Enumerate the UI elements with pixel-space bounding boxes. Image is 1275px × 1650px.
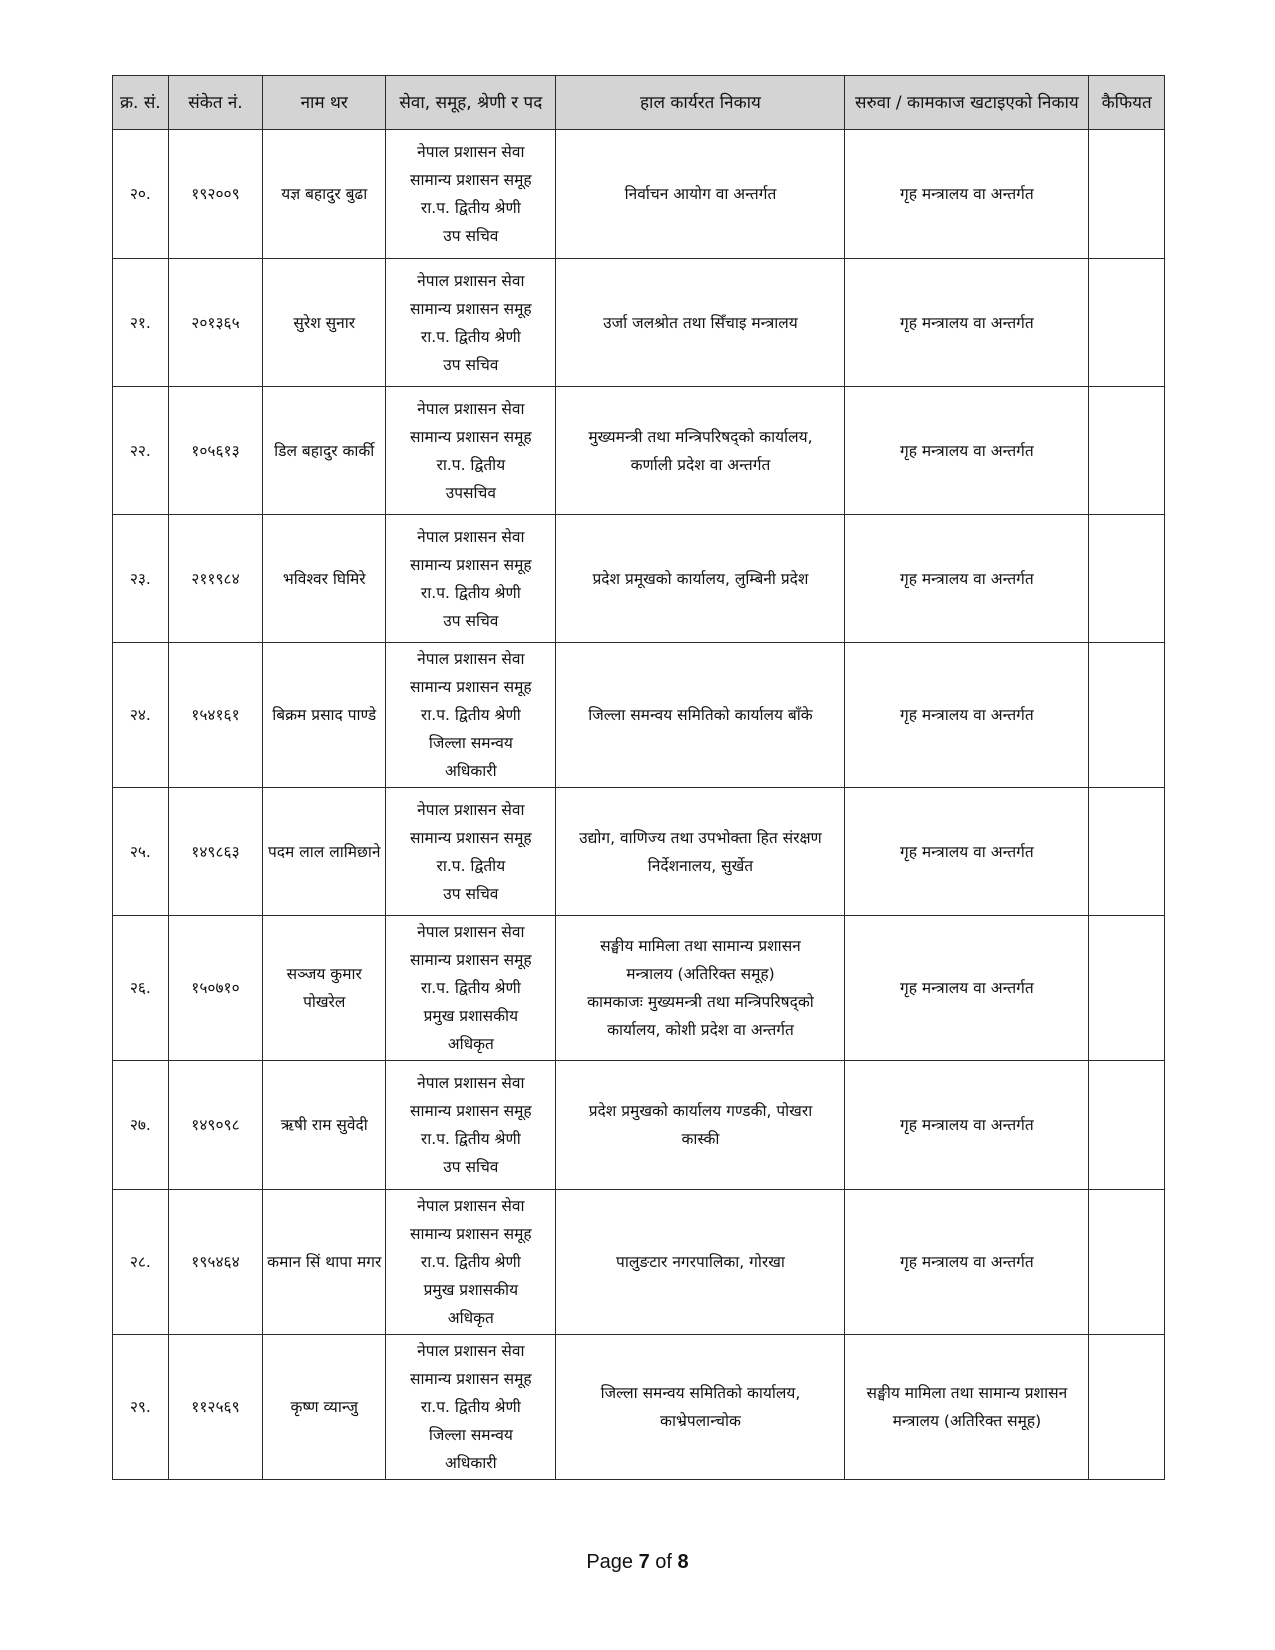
header-remarks: कैफियत	[1089, 76, 1165, 130]
current-office-cell	[556, 1335, 845, 1480]
remarks-cell	[1089, 387, 1165, 515]
name-cell: सुरेश सुनार	[263, 259, 386, 387]
code-number-cell: १५०७१०	[168, 916, 263, 1061]
post-cell-line: सामान्य प्रशासन समूह	[410, 678, 532, 696]
serial-number-cell: २२.	[113, 387, 169, 515]
name-cell: ऋषी राम सुवेदी	[263, 1061, 386, 1190]
post-cell-line: उपसचिव	[445, 483, 496, 502]
name-cell: पदम लाल लामिछाने	[263, 788, 386, 916]
remarks-cell	[1089, 1335, 1165, 1480]
current-office-cell	[556, 916, 845, 1061]
transfer-office-cell-line: गृह मन्त्रालय वा अन्तर्गत	[899, 706, 1034, 724]
current-office-cell-line: सङ्घीय मामिला तथा सामान्य प्रशासन	[600, 937, 801, 955]
transfer-office-cell	[845, 643, 1089, 788]
page-number: 7	[638, 1551, 650, 1573]
serial-number-cell: २३.	[113, 515, 169, 643]
post-cell-line: जिल्ला समन्वय	[428, 1426, 513, 1444]
transfer-office-cell-line: मन्त्रालय (अतिरिक्त समूह)	[892, 1412, 1042, 1430]
transfer-office-cell	[845, 515, 1089, 643]
remarks-cell	[1089, 916, 1165, 1061]
transfer-office-cell-line: गृह मन्त्रालय वा अन्तर्गत	[899, 979, 1034, 997]
current-office-cell-line: कास्की	[681, 1130, 720, 1148]
current-office-cell-line: जिल्ला समन्वय समितिको कार्यालय,	[600, 1384, 801, 1402]
current-office-cell-line: उद्योग, वाणिज्य तथा उपभोक्ता हित संरक्षण	[579, 828, 822, 847]
current-office-cell	[556, 643, 845, 788]
post-cell-line: रा.प. द्वितीय श्रेणी	[420, 1130, 521, 1148]
transfer-office-cell	[845, 788, 1089, 916]
post-cell-line: उप सचिव	[443, 355, 499, 374]
post-cell-line: सामान्य प्रशासन समूह	[410, 1102, 532, 1120]
post-cell-line: अधिकृत	[447, 1035, 494, 1053]
current-office-cell	[556, 259, 845, 387]
current-office-cell	[556, 387, 845, 515]
code-number-cell: १४९०९८	[168, 1061, 263, 1190]
transfer-office-cell-line: गृह मन्त्रालय वा अन्तर्गत	[899, 1116, 1034, 1134]
current-office-cell-line: प्रदेश प्रमुखको कार्यालय गण्डकी, पोखरा	[588, 1102, 813, 1120]
post-cell-line: नेपाल प्रशासन सेवा	[417, 1197, 525, 1215]
serial-number-cell: २९.	[113, 1335, 169, 1480]
current-office-cell-line: कामकाजः मुख्यमन्त्री तथा मन्त्रिपरिषद्को	[587, 993, 814, 1011]
document-page	[112, 75, 1165, 1480]
post-cell-line: रा.प. द्वितीय श्रेणी	[420, 327, 521, 346]
post-cell-line: उप सचिव	[443, 611, 499, 630]
post-cell-line: नेपाल प्रशासन सेवा	[417, 271, 525, 290]
post-cell	[386, 916, 556, 1061]
post-cell	[386, 1335, 556, 1480]
post-cell-line: अधिकृत	[447, 1309, 494, 1327]
serial-number-cell: २७.	[113, 1061, 169, 1190]
post-cell-line: नेपाल प्रशासन सेवा	[417, 650, 525, 668]
header-row	[113, 76, 1165, 130]
name-cell: कमान सिं थापा मगर	[263, 1190, 386, 1335]
post-cell	[386, 515, 556, 643]
post-cell-line: नेपाल प्रशासन सेवा	[417, 1074, 525, 1092]
transfer-office-cell	[845, 259, 1089, 387]
post-cell-line: उप सचिव	[443, 884, 499, 903]
post-cell-line: नेपाल प्रशासन सेवा	[417, 800, 525, 819]
remarks-cell	[1089, 130, 1165, 259]
post-cell-line: रा.प. द्वितीय श्रेणी	[420, 199, 521, 217]
table-row	[113, 130, 1165, 259]
post-cell	[386, 259, 556, 387]
post-cell-line: रा.प. द्वितीय श्रेणी	[420, 1253, 521, 1271]
name-cell: बिक्रम प्रसाद पाण्डे	[263, 643, 386, 788]
serial-number-cell: २६.	[113, 916, 169, 1061]
post-cell-line: नेपाल प्रशासन सेवा	[417, 527, 525, 546]
current-office-cell-line: प्रदेश प्रमूखको कार्यालय, लुम्बिनी प्रदेश	[592, 569, 809, 588]
current-office-cell-line: उर्जा जलश्रोत तथा सिँचाइ मन्त्रालय	[603, 313, 798, 332]
post-cell-line: नेपाल प्रशासन सेवा	[417, 399, 525, 418]
current-office-cell-line: कार्यालय, कोशी प्रदेश वा अन्तर्गत	[607, 1021, 794, 1039]
transfer-office-cell	[845, 1061, 1089, 1190]
code-number-cell: १४९८६३	[168, 788, 263, 916]
post-cell	[386, 643, 556, 788]
current-office-cell-line: निर्देशनालय, सुर्खेत	[647, 856, 754, 875]
transfer-office-cell	[845, 1335, 1089, 1480]
page-total: 8	[677, 1551, 689, 1573]
post-cell-line: रा.प. द्वितीय श्रेणी	[420, 1398, 521, 1416]
serial-number-cell: २४.	[113, 643, 169, 788]
current-office-cell	[556, 1190, 845, 1335]
code-number-cell: १९५४६४	[168, 1190, 263, 1335]
post-cell-line: नेपाल प्रशासन सेवा	[417, 143, 525, 161]
post-cell	[386, 1190, 556, 1335]
post-cell-line: सामान्य प्रशासन समूह	[410, 1225, 532, 1243]
header-serial-number: क्र. सं.	[113, 76, 169, 130]
post-cell-line: जिल्ला समन्वय	[428, 734, 513, 752]
serial-number-cell: २८.	[113, 1190, 169, 1335]
post-cell-line: उप सचिव	[443, 227, 499, 245]
post-cell	[386, 788, 556, 916]
post-cell-line: रा.प. द्वितीय	[436, 455, 506, 474]
remarks-cell	[1089, 259, 1165, 387]
name-cell: यज्ञ बहादुर बुढा	[263, 130, 386, 259]
table-row	[113, 259, 1165, 387]
transfer-office-cell	[845, 1190, 1089, 1335]
header-current-office: हाल कार्यरत निकाय	[556, 76, 845, 130]
post-cell-line: रा.प. द्वितीय	[436, 856, 506, 875]
table-row	[113, 1335, 1165, 1480]
table-row	[113, 788, 1165, 916]
transfer-office-cell	[845, 130, 1089, 259]
serial-number-cell: २१.	[113, 259, 169, 387]
post-cell-line: सामान्य प्रशासन समूह	[410, 951, 532, 969]
remarks-cell	[1089, 1061, 1165, 1190]
post-cell-line: प्रमुख प्रशासकीय	[423, 1007, 519, 1025]
page-footer	[0, 1551, 1275, 1574]
code-number-cell: ११२५६९	[168, 1335, 263, 1480]
name-cell: सञ्जय कुमार पोखरेल	[263, 916, 386, 1061]
post-cell	[386, 130, 556, 259]
of-word: of	[655, 1551, 672, 1573]
serial-number-cell: २५.	[113, 788, 169, 916]
remarks-cell	[1089, 643, 1165, 788]
current-office-cell	[556, 515, 845, 643]
post-cell-line: सामान्य प्रशासन समूह	[410, 299, 532, 318]
current-office-cell	[556, 130, 845, 259]
transfer-table	[112, 75, 1165, 1480]
transfer-office-cell-line: गृह मन्त्रालय वा अन्तर्गत	[899, 842, 1034, 861]
post-cell-line: रा.प. द्वितीय श्रेणी	[420, 583, 521, 602]
transfer-office-cell-line: गृह मन्त्रालय वा अन्तर्गत	[899, 185, 1034, 203]
header-service-group-class-post: सेवा, समूह, श्रेणी र पद	[386, 76, 556, 130]
transfer-office-cell-line: सङ्घीय मामिला तथा सामान्य प्रशासन	[866, 1384, 1068, 1402]
post-cell-line: प्रमुख प्रशासकीय	[423, 1281, 519, 1299]
page-word: Page	[586, 1551, 634, 1573]
current-office-cell-line: मन्त्रालय (अतिरिक्त समूह)	[626, 965, 775, 983]
name-cell: कृष्ण व्यान्जु	[263, 1335, 386, 1480]
table-header	[113, 76, 1165, 130]
header-code-number: संकेत नं.	[168, 76, 263, 130]
name-cell: भविश्वर घिमिरे	[263, 515, 386, 643]
header-transfer-office: सरुवा / कामकाज खटाइएको निकाय	[845, 76, 1089, 130]
table-row	[113, 916, 1165, 1061]
remarks-cell	[1089, 515, 1165, 643]
current-office-cell-line: जिल्ला समन्वय समितिको कार्यालय बाँके	[588, 706, 813, 724]
post-cell-line: नेपाल प्रशासन सेवा	[417, 923, 525, 941]
current-office-cell-line: काभ्रेपलान्चोक	[660, 1412, 741, 1430]
post-cell-line: सामान्य प्रशासन समूह	[410, 1370, 532, 1388]
transfer-office-cell-line: गृह मन्त्रालय वा अन्तर्गत	[899, 569, 1034, 588]
current-office-cell-line: कर्णाली प्रदेश वा अन्तर्गत	[630, 455, 771, 474]
post-cell-line: सामान्य प्रशासन समूह	[410, 828, 532, 847]
name-cell: डिल बहादुर कार्की	[263, 387, 386, 515]
current-office-cell	[556, 788, 845, 916]
code-number-cell: २११९८४	[168, 515, 263, 643]
table-row	[113, 515, 1165, 643]
post-cell-line: अधिकारी	[445, 762, 497, 780]
code-number-cell: २०१३६५	[168, 259, 263, 387]
remarks-cell	[1089, 1190, 1165, 1335]
current-office-cell-line: निर्वाचन आयोग वा अन्तर्गत	[624, 185, 777, 203]
code-number-cell: १५४१६१	[168, 643, 263, 788]
current-office-cell-line: पालुङटार नगरपालिका, गोरखा	[616, 1253, 785, 1271]
post-cell-line: अधिकारी	[445, 1454, 497, 1472]
post-cell-line: सामान्य प्रशासन समूह	[410, 427, 532, 446]
table-row	[113, 387, 1165, 515]
current-office-cell	[556, 1061, 845, 1190]
remarks-cell	[1089, 788, 1165, 916]
transfer-office-cell-line: गृह मन्त्रालय वा अन्तर्गत	[899, 441, 1034, 460]
transfer-office-cell	[845, 916, 1089, 1061]
transfer-office-cell-line: गृह मन्त्रालय वा अन्तर्गत	[899, 1253, 1034, 1271]
post-cell-line: सामान्य प्रशासन समूह	[410, 171, 532, 189]
serial-number-cell: २०.	[113, 130, 169, 259]
post-cell-line: उप सचिव	[443, 1158, 499, 1176]
post-cell-line: रा.प. द्वितीय श्रेणी	[420, 706, 521, 724]
table-row	[113, 1190, 1165, 1335]
post-cell-line: सामान्य प्रशासन समूह	[410, 555, 532, 574]
table-body	[113, 130, 1165, 1480]
table-row	[113, 643, 1165, 788]
current-office-cell-line: मुख्यमन्त्री तथा मन्त्रिपरिषद्को कार्यालय,	[588, 427, 813, 446]
header-full-name: नाम थर	[263, 76, 386, 130]
post-cell-line: रा.प. द्वितीय श्रेणी	[420, 979, 521, 997]
post-cell-line: नेपाल प्रशासन सेवा	[417, 1342, 525, 1360]
post-cell	[386, 387, 556, 515]
transfer-office-cell	[845, 387, 1089, 515]
post-cell	[386, 1061, 556, 1190]
table-row	[113, 1061, 1165, 1190]
code-number-cell: १०५६१३	[168, 387, 263, 515]
code-number-cell: १९२००९	[168, 130, 263, 259]
transfer-office-cell-line: गृह मन्त्रालय वा अन्तर्गत	[899, 313, 1034, 332]
